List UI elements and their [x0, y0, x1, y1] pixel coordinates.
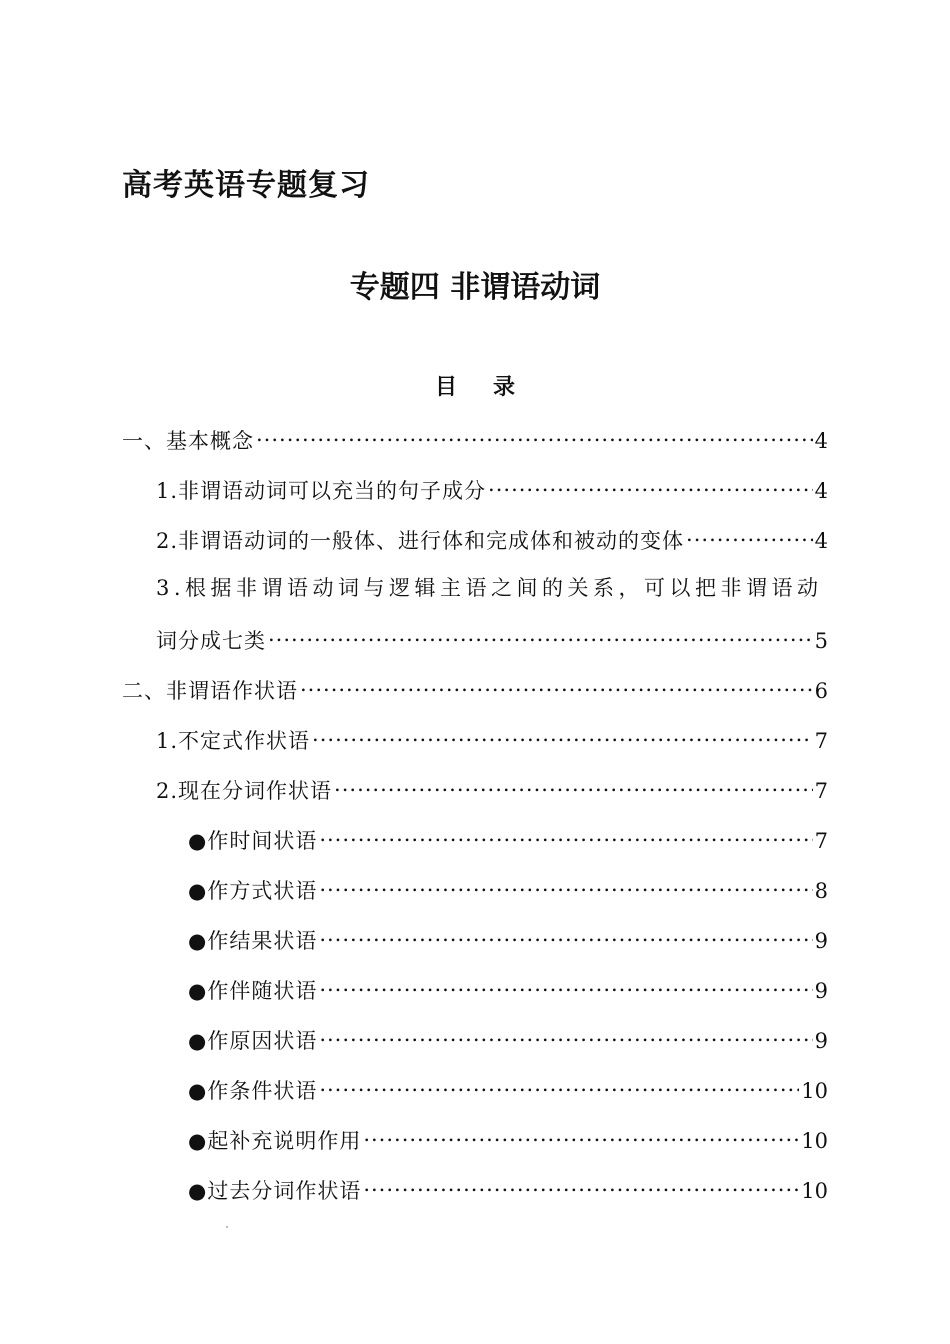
dot-leader: [300, 672, 813, 698]
toc-page-number: 8: [814, 879, 828, 903]
dot-leader: [363, 1172, 799, 1198]
toc-entry-label: 1.非谓语动词可以充当的句子成分: [156, 479, 487, 503]
toc-entry-sentence-components[interactable]: [122, 460, 828, 510]
toc-entry-seven-types-line1[interactable]: [122, 560, 828, 610]
toc-entry-label: 3.根据非谓语动词与逻辑主语之间的关系，可以把非谓语动: [156, 576, 823, 600]
toc-entry-label: 二、非谓语作状语: [122, 679, 298, 703]
document-title: 高考英语专题复习: [122, 168, 370, 203]
toc-page-number: 7: [814, 729, 828, 753]
toc-entry-label: 1.不定式作状语: [156, 729, 311, 753]
dot-leader: [319, 1022, 812, 1048]
toc-page-number: 6: [814, 679, 828, 703]
toc-entry-basic-concepts[interactable]: [122, 410, 828, 460]
toc-page-number: 4: [814, 529, 828, 553]
toc-page-number: 5: [814, 629, 828, 653]
toc-page-number: 7: [814, 829, 828, 853]
toc-entry-label: ●作方式状语: [188, 879, 318, 903]
toc-entry-label: 词分成七类: [156, 629, 266, 653]
toc-entry-present-participle-adverbial[interactable]: [122, 760, 828, 810]
toc-entry-seven-types-line2[interactable]: [122, 610, 828, 660]
toc-entry-reason[interactable]: [122, 1010, 828, 1060]
toc-entry-label: ●作时间状语: [188, 829, 318, 853]
toc-entry-label: 一、基本概念: [122, 429, 254, 453]
dot-leader: [319, 1072, 799, 1098]
toc-entry-label: 2.现在分词作状语: [156, 779, 333, 803]
toc-entry-condition[interactable]: [122, 1060, 828, 1110]
dot-leader: [319, 922, 812, 948]
dot-leader: [268, 622, 813, 648]
toc-page-number: 9: [814, 979, 828, 1003]
toc-entry-label: ●作原因状语: [188, 1029, 318, 1053]
dot-leader: [256, 422, 813, 448]
toc-entry-adverbial[interactable]: [122, 660, 828, 710]
toc-entry-label: ●起补充说明作用: [188, 1129, 362, 1153]
toc-entry-label: ●作条件状语: [188, 1079, 318, 1103]
toc-page-number: 10: [801, 1079, 828, 1103]
dot-leader: [312, 722, 813, 748]
table-of-contents: [122, 410, 828, 1210]
toc-entry-result[interactable]: [122, 910, 828, 960]
toc-entry-aspects-voice[interactable]: [122, 510, 828, 560]
page-footer-mark: [226, 1226, 228, 1228]
dot-leader: [334, 772, 813, 798]
toc-entry-infinitive-adverbial[interactable]: [122, 710, 828, 760]
dot-leader: [319, 872, 812, 898]
toc-page-number: 7: [814, 779, 828, 803]
topic-title: 专题四 非谓语动词: [349, 270, 601, 305]
toc-entry-past-participle-adverbial[interactable]: [122, 1160, 828, 1210]
dot-leader: [363, 1122, 799, 1148]
toc-entry-label: ●作伴随状语: [188, 979, 318, 1003]
toc-entry-label: 2.非谓语动词的一般体、进行体和完成体和被动的变体: [156, 529, 685, 553]
toc-page-number: 10: [801, 1179, 828, 1203]
toc-entry-accompaniment[interactable]: [122, 960, 828, 1010]
toc-entry-label: ●作结果状语: [188, 929, 318, 953]
dot-leader: [319, 822, 812, 848]
dot-leader: [319, 972, 812, 998]
toc-heading: 目录: [434, 374, 551, 400]
toc-entry-time[interactable]: [122, 810, 828, 860]
toc-page-number: 4: [814, 429, 828, 453]
toc-page-number: 9: [814, 1029, 828, 1053]
toc-entry-supplementary[interactable]: [122, 1110, 828, 1160]
toc-page-number: 9: [814, 929, 828, 953]
dot-leader: [488, 472, 813, 498]
toc-entry-manner[interactable]: [122, 860, 828, 910]
toc-page-number: 4: [814, 479, 828, 503]
toc-entry-label: ●过去分词作状语: [188, 1179, 362, 1203]
toc-page-number: 10: [801, 1129, 828, 1153]
dot-leader: [686, 522, 813, 548]
